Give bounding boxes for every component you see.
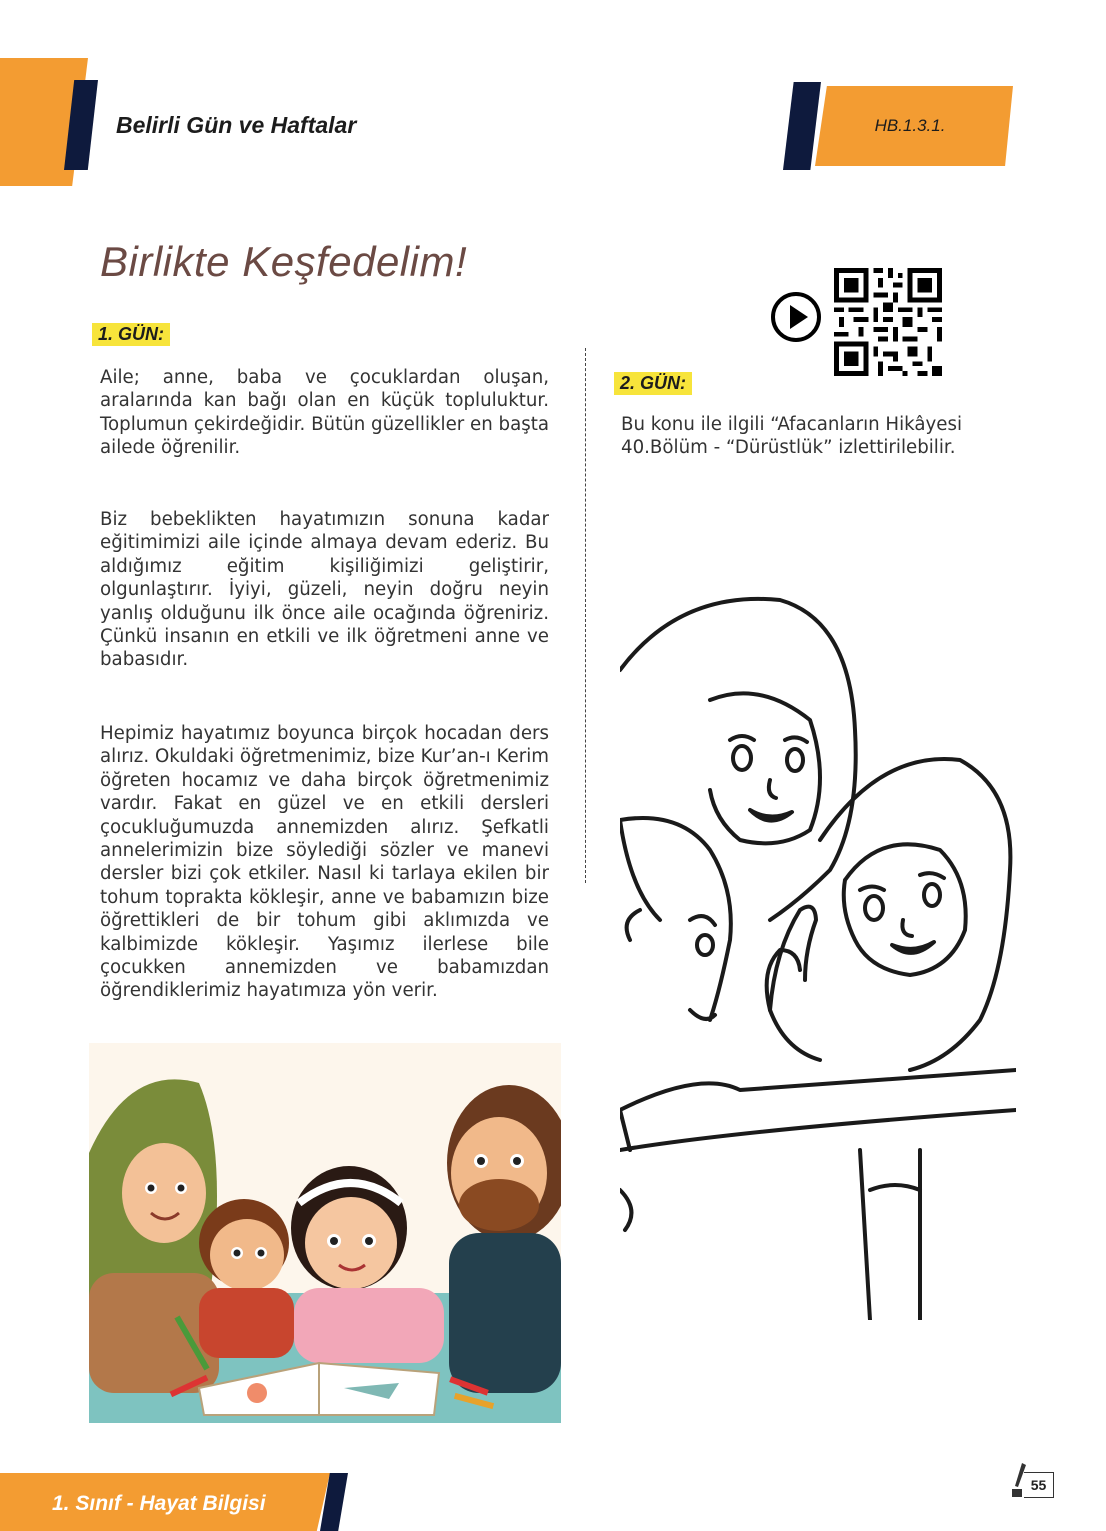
page-title: Birlikte Keşfedelim! — [100, 238, 468, 285]
column-divider — [585, 348, 586, 883]
section-title: Belirli Gün ve Haftalar — [116, 112, 357, 138]
day2-label: 2. GÜN: — [614, 372, 692, 395]
day1-paragraph-1: Aile; anne, baba ve çocuklardan oluşan, aralarında kan bağı olan en küçük topluluktur. Toplumun çekirdeğidir. Bütün güzellikler en başta ailede öğrenilir. — [100, 367, 549, 459]
day1-paragraph-3: Hepimiz hayatımız boyunca birçok hocadan ders alırız. Okuldaki öğretmenimiz, bize Kur’an-ı Kerim öğreten hocamız ve daha birçok öğretmenimiz vardır. Fakat en güzel ve en etkili dersleri çocukluğumuzda annemizden alırız. Şefkatli annelerimizin bize söylediği sözler ve manevi dersler bizi çok etkiler. Nasıl ki tarlaya ekilen bir tohum toprakta kökleşir, anne ve babamızın bize öğrettikleri de bir tohum gibi aklımızda ve kalbimizde kökleşir. Yaşımız ilerlese bile çocukken annemizden ve babamızdan öğrendiklerimiz hayatımıza yön verir. — [100, 723, 549, 1002]
curriculum-code: HB.1.3.1. — [874, 116, 946, 135]
day2-text: Bu konu ile ilgili “Afacanların Hikâyesi 40.Bölüm - “Dürüstlük” izlettirilebilir. — [621, 414, 962, 459]
day1-label: 1. GÜN: — [92, 323, 170, 346]
family-illustration — [89, 1043, 561, 1423]
play-icon[interactable] — [770, 291, 822, 343]
page-number: 55 — [1024, 1472, 1054, 1498]
day1-paragraph-2: Biz bebeklikten hayatımızın sonuna kadar eğitimimizi aile içinde almaya devam ederiz. Bu aldığımız eğitim kişiliğimizi geliştirir, olgunlaştırır. İyiyi, güzeli, neyin doğru neyin yanlış olduğunu ilk önce aile ocağında öğreniriz. Çünkü insanın en etkili ve ilk öğretmeni anne ve babasıdır. — [100, 509, 549, 671]
coloring-page-illustration — [620, 590, 1016, 1320]
footer-course-label: 1. Sınıf - Hayat Bilgisi — [52, 1492, 266, 1515]
qr-code[interactable] — [833, 268, 943, 376]
